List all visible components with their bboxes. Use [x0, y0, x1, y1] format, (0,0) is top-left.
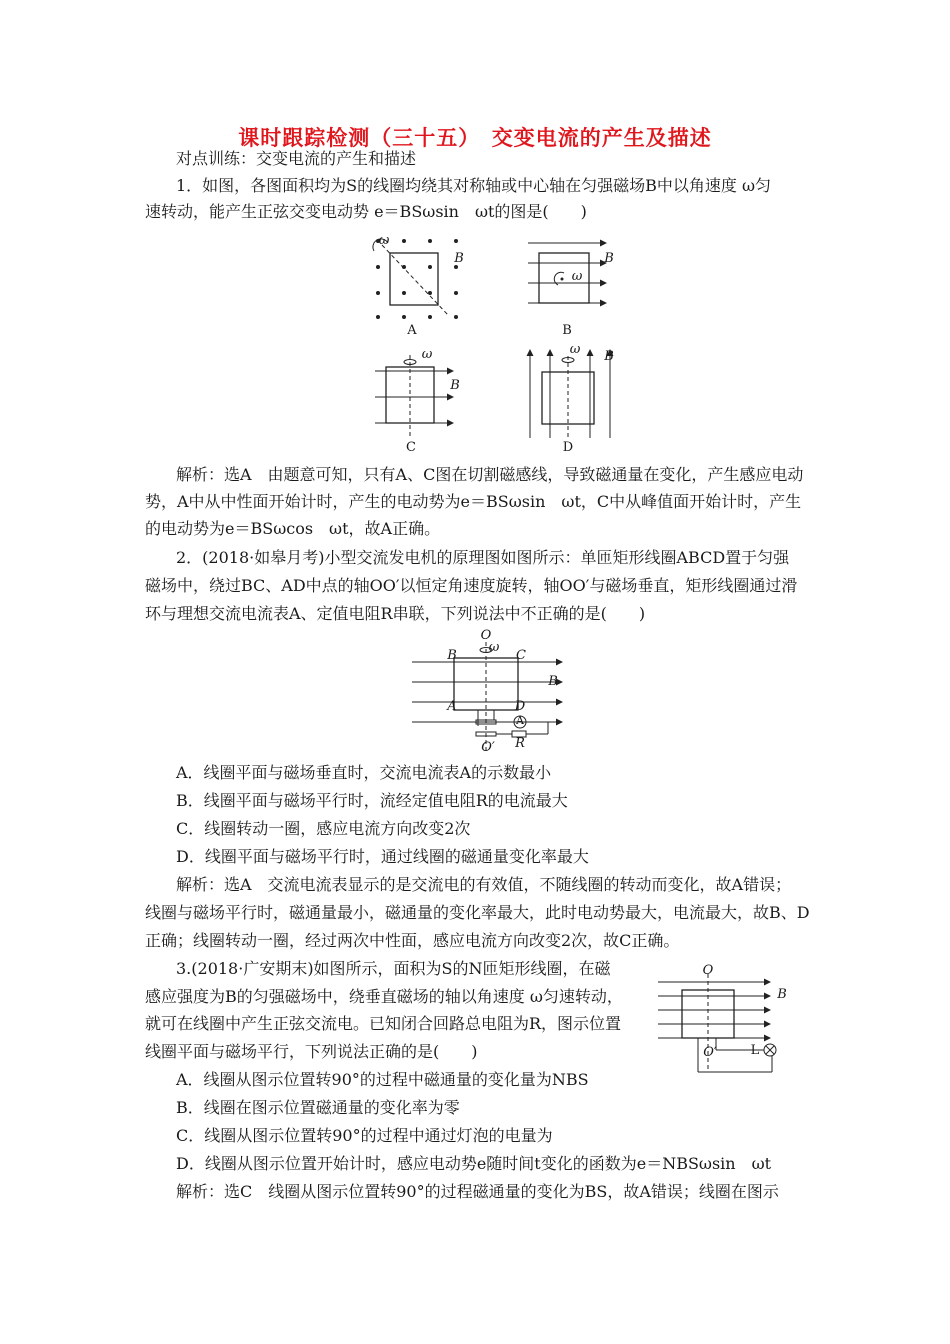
- q3-option-a: A．线圈从图示位置转90°的过程中磁通量的变化量为NBS: [176, 1070, 589, 1089]
- q1-stem-line-1: 1．如图，各图面积均为S的线圈均绕其对称轴或中心轴在匀强磁场B中以角速度 ω匀: [176, 176, 772, 195]
- q2-fig-omega: ω: [488, 640, 500, 655]
- q2-fig-b-corner: B: [447, 648, 457, 663]
- q1-stem-line-2: 速转动，能产生正弦交变电动势 e＝BSωsin ωt的图是( ): [145, 202, 587, 221]
- q1-fig-b-omega: ω: [571, 269, 583, 284]
- q3-option-d: D．线圈从图示位置开始计时，感应电动势e随时间t变化的函数为e＝NBSωsin ωt: [176, 1154, 772, 1173]
- q2-fig-d: D: [514, 699, 526, 714]
- q3-fig-b: B: [777, 987, 787, 1002]
- page-title: 课时跟踪检测（三十五） 交变电流的产生及描述: [238, 125, 712, 150]
- q2-stem-line-2: 磁场中，绕过BC、AD中点的轴OO′以恒定角速度旋转，轴OO′与磁场垂直，矩形线圈通过滑: [145, 576, 798, 595]
- q2-option-b: B．线圈平面与磁场平行时，流经定值电阻R的电流最大: [176, 791, 568, 810]
- q2-answer-line-2: 线圈与磁场平行时，磁通量最小，磁通量的变化率最大，此时电动势最大，电流最大，故B、D: [145, 903, 810, 922]
- q2-answer-line-3: 正确；线圈转动一圈，经过两次中性面，感应电流方向改变2次，故C正确。: [145, 931, 680, 950]
- q2-fig-r: R: [515, 736, 525, 751]
- q2-answer-line-1: 解析：选A 交流电流表显示的是交流电的有效值，不随线圈的转动而变化，故A错误；: [176, 875, 792, 894]
- q3-option-c: C．线圈从图示位置转90°的过程中通过灯泡的电量为: [176, 1126, 553, 1145]
- q2-fig-o: O: [480, 628, 492, 643]
- q1-fig-a-b: B: [454, 251, 464, 266]
- q3-option-b: B．线圈在图示位置磁通量的变化率为零: [176, 1098, 460, 1117]
- section-heading: 对点训练：交变电流的产生和描述: [176, 149, 417, 168]
- q1-answer-line-1: 解析：选A 由题意可知，只有A、C图在切割磁感线，导致磁通量在变化，产生感应电动: [176, 465, 804, 484]
- q2-fig-oprime: O′: [481, 740, 495, 755]
- q1-answer-line-2: 势，A中从中性面开始计时，产生的电动势为e＝BSωsin ωt，C中从峰值面开始计时，产生: [145, 492, 802, 511]
- q3-fig-l: L: [750, 1043, 760, 1058]
- q2-option-c: C．线圈转动一圈，感应电流方向改变2次: [176, 819, 471, 838]
- q2-fig-b-field: B: [548, 674, 558, 689]
- q1-fig-a-omega: ω: [378, 233, 390, 248]
- q3-fig-o: O: [702, 963, 714, 978]
- q1-figure-d: [524, 348, 604, 440]
- q1-figure-c: [375, 353, 455, 438]
- q3-stem-line-2: 感应强度为B的匀强磁场中，绕垂直磁场的轴以角速度 ω匀速转动，: [145, 987, 623, 1006]
- q2-option-a: A．线圈平面与磁场垂直时，交流电流表A的示数最小: [176, 763, 552, 782]
- q2-fig-c: C: [516, 648, 526, 663]
- q2-fig-ammeter: A: [516, 714, 524, 727]
- q2-fig-a: A: [447, 699, 457, 714]
- q1-answer-line-3: 的电动势为e＝BSωcos ωt，故A正确。: [145, 519, 441, 538]
- q1-fig-c-b: B: [450, 378, 460, 393]
- q1-fig-label-c: C: [406, 440, 416, 455]
- q3-fig-oprime: O′: [703, 1045, 717, 1060]
- q1-fig-label-a: A: [407, 323, 417, 338]
- q3-stem-line-1: 3.(2018·广安期末)如图所示，面积为S的N匝矩形线圈，在磁: [176, 959, 611, 978]
- q3-stem-line-4: 线圈平面与磁场平行，下列说法正确的是( ): [145, 1042, 478, 1061]
- q3-answer-line-1: 解析：选C 线圈从图示位置转90°的过程磁通量的变化为BS，故A错误；线圈在图示: [176, 1182, 779, 1201]
- q1-fig-label-b: B: [562, 323, 572, 338]
- q1-fig-label-d: D: [562, 440, 574, 455]
- q3-stem-line-3: 就可在线圈中产生正弦交流电。已知闭合回路总电阻为R，图示位置: [145, 1014, 622, 1033]
- q2-option-d: D．线圈平面与磁场平行时，通过线圈的磁通量变化率最大: [176, 847, 589, 866]
- q1-fig-d-omega: ω: [569, 342, 581, 357]
- q2-stem-line-3: 环与理想交流电流表A、定值电阻R串联，下列说法中不正确的是( ): [145, 604, 646, 623]
- q1-fig-c-omega: ω: [421, 347, 433, 362]
- q2-stem-line-1: 2．(2018·如皋月考)小型交流发电机的原理图如图所示：单匝矩形线圈ABCD置于匀强: [176, 548, 790, 567]
- q1-fig-b-b: B: [604, 251, 614, 266]
- q1-fig-d-b: B: [604, 349, 614, 364]
